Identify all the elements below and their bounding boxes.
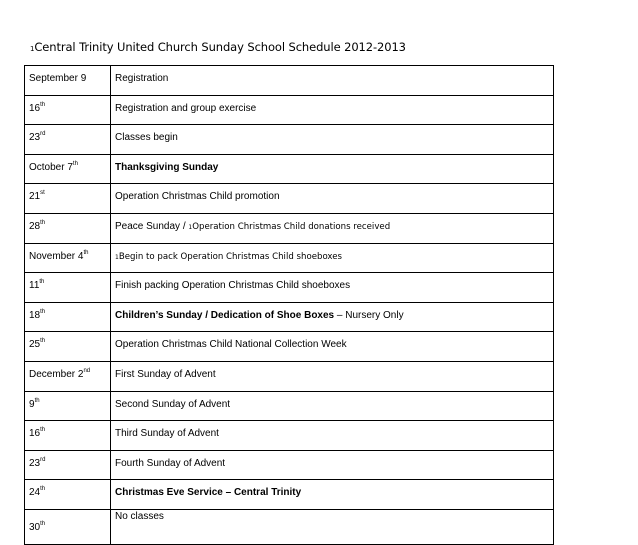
- table-row: [25, 391, 554, 421]
- table-row: [25, 302, 554, 332]
- table-row: [25, 184, 554, 214]
- date-cell: 18th: [25, 302, 111, 332]
- table-row: [25, 243, 554, 273]
- table-row: [25, 332, 554, 362]
- table-row: [25, 361, 554, 391]
- date-cell: September 9: [25, 66, 111, 96]
- event-cell: Registration and group exercise: [111, 95, 554, 125]
- event-cell: Peace Sunday / 1Operation Christmas Child donations received: [111, 213, 554, 243]
- date-cell: November 4th: [25, 243, 111, 273]
- table-row: [25, 450, 554, 480]
- date-cell: 25th: [25, 332, 111, 362]
- event-cell: Fourth Sunday of Advent: [111, 450, 554, 480]
- date-cell: October 7th: [25, 154, 111, 184]
- date-cell: 28th: [25, 213, 111, 243]
- table-row: [25, 125, 554, 155]
- schedule-table: [24, 65, 554, 545]
- table-row: [25, 273, 554, 303]
- table-row: [25, 480, 554, 510]
- title-text: Central Trinity United Church Sunday School Schedule 2012-2013: [34, 40, 406, 54]
- date-cell: 30th: [25, 509, 111, 544]
- table-row: [25, 154, 554, 184]
- table-row: [25, 421, 554, 451]
- date-cell: 23rd: [25, 450, 111, 480]
- event-cell: Registration: [111, 66, 554, 96]
- page-title: [30, 40, 406, 54]
- date-cell: 24th: [25, 480, 111, 510]
- event-cell: Children’s Sunday / Dedication of Shoe Boxes – Nursery Only: [111, 302, 554, 332]
- table-row: [25, 95, 554, 125]
- event-cell: First Sunday of Advent: [111, 361, 554, 391]
- event-cell: Thanksgiving Sunday: [111, 154, 554, 184]
- table-row: [25, 509, 554, 544]
- table-row: [25, 66, 554, 96]
- date-cell: 23rd: [25, 125, 111, 155]
- date-cell: 9th: [25, 391, 111, 421]
- event-cell: 1Begin to pack Operation Christmas Child shoeboxes: [111, 243, 554, 273]
- event-cell: Third Sunday of Advent: [111, 421, 554, 451]
- event-cell: Second Sunday of Advent: [111, 391, 554, 421]
- table-row: [25, 213, 554, 243]
- title-index: 1: [30, 45, 35, 53]
- date-cell: 16th: [25, 421, 111, 451]
- event-cell: Operation Christmas Child promotion: [111, 184, 554, 214]
- event-cell: No classes: [111, 509, 554, 544]
- event-cell: Classes begin: [111, 125, 554, 155]
- date-cell: 11th: [25, 273, 111, 303]
- event-cell: Christmas Eve Service – Central Trinity: [111, 480, 554, 510]
- event-cell: Operation Christmas Child National Collection Week: [111, 332, 554, 362]
- event-cell: Finish packing Operation Christmas Child shoeboxes: [111, 273, 554, 303]
- date-cell: 16th: [25, 95, 111, 125]
- date-cell: December 2nd: [25, 361, 111, 391]
- date-cell: 21st: [25, 184, 111, 214]
